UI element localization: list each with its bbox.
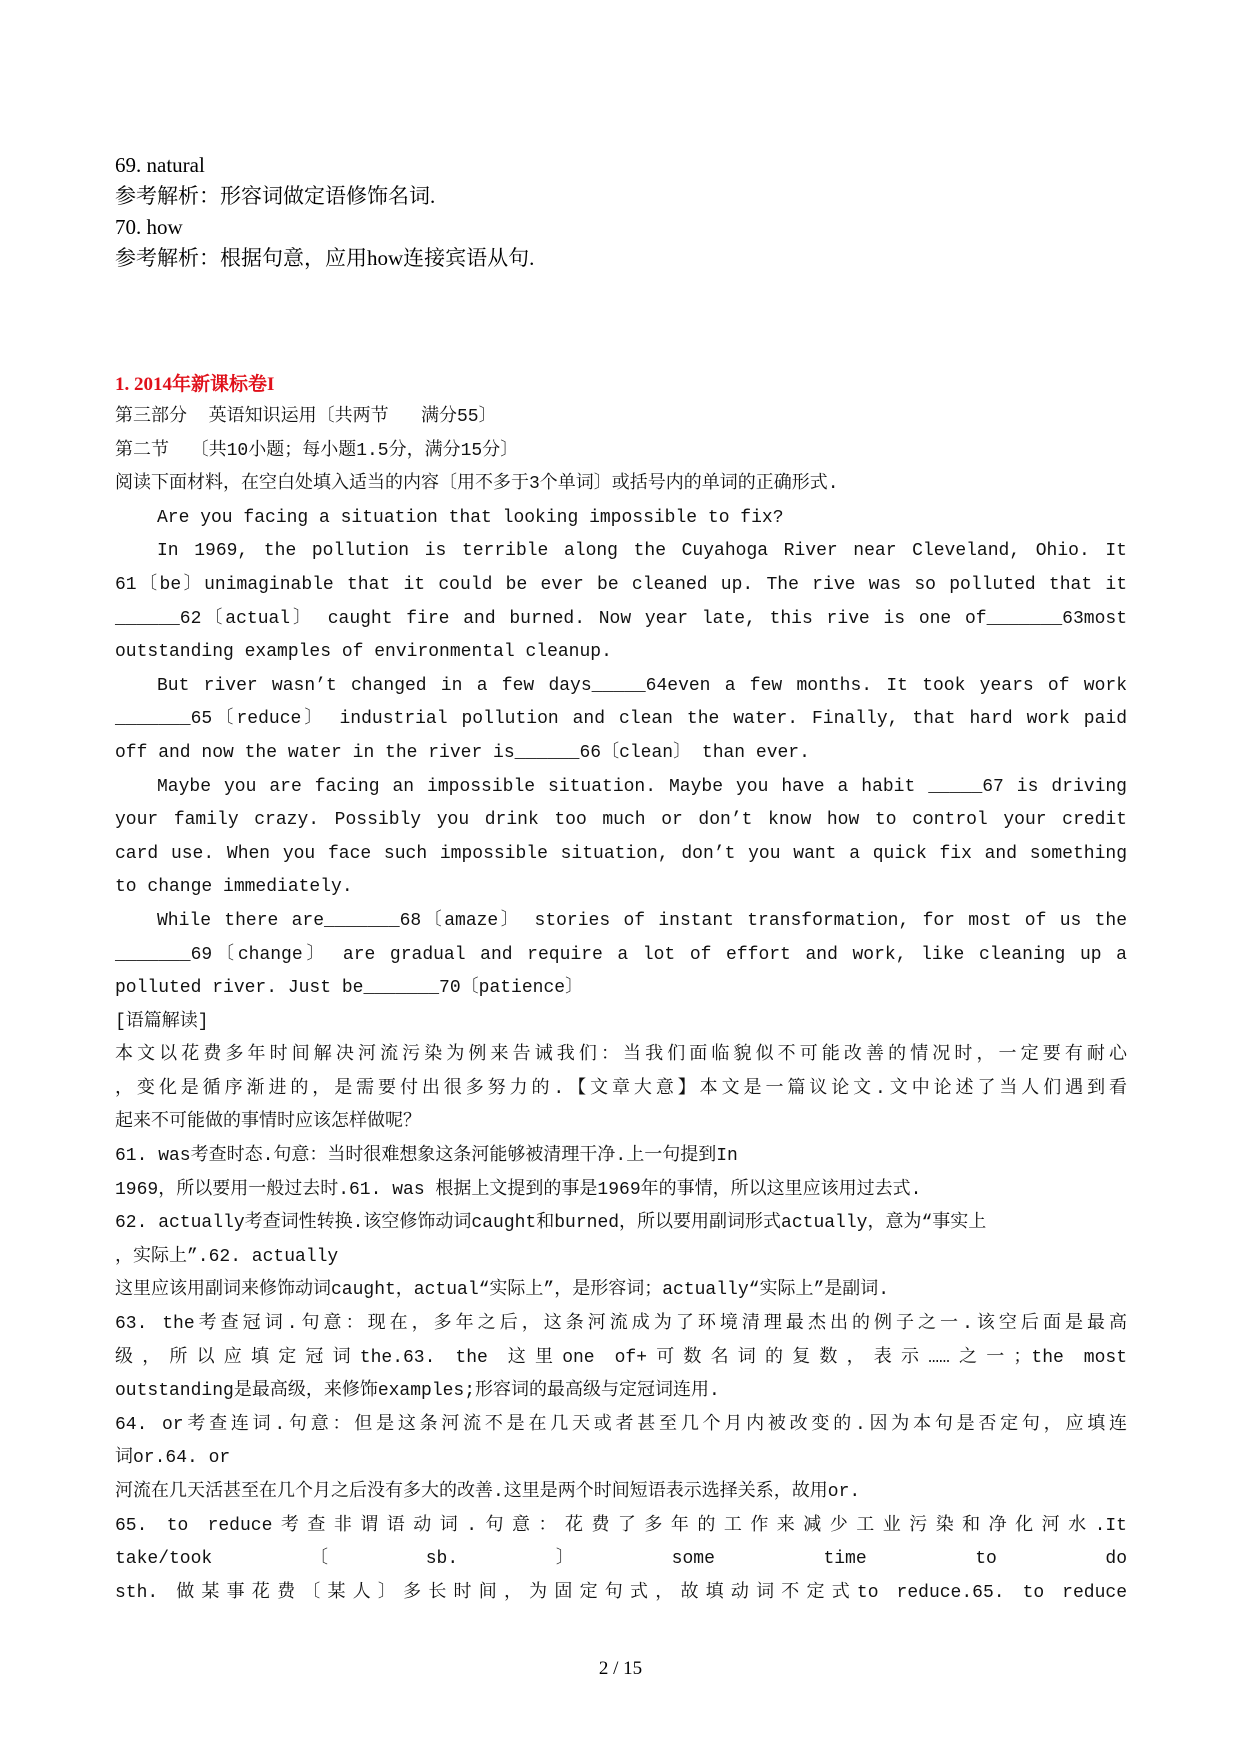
passage-line: 61〔be〕unimaginable that it could be ever be cleaned up. The rive was so polluted that it [115, 574, 1127, 595]
answer-70-explanation: 参考解析：根据句意，应用how连接宾语从句. [115, 246, 535, 270]
page-content [115, 150, 1127, 1610]
explanation-line: 63. the考查冠词.句意：现在，多年之后，这条河流成为了环境清理最杰出的例子之一.该空后面是最高 [115, 1314, 1127, 1335]
explanation-line: 65. to reduce考查非谓语动词.句意：花费了多年的工作来减少工业污染和净化河水.It [115, 1515, 1127, 1536]
answer-69: 69. natural [115, 153, 205, 177]
passage-line: off and now the water in the river is______66〔clean〕 than ever. [115, 742, 810, 763]
passage-line: _______65〔reduce〕 industrial pollution and clean the water. Finally, that hard work paid [115, 709, 1127, 730]
part-heading: 第三部分 英语知识运用〔共两节 满分55〕 [115, 407, 497, 427]
passage-line: your family crazy. Possibly you drink too much or don’t know how to control your credit [115, 810, 1127, 831]
passage-line: ______62〔actual〕 caught fire and burned. Now year late, this rive is one of_______63most [115, 608, 1127, 629]
answer-69-explanation: 参考解析：形容词做定语修饰名词. [115, 184, 436, 208]
explanation-line: 这里应该用副词来修饰动词caught，actual“实际上”，是形容词；actually“实际上”是副词. [115, 1280, 890, 1301]
explanation-line: sth. 做某事花费〔某人〕多长时间，为固定句式，故填动词不定式to reduce.65. to reduce [115, 1582, 1127, 1603]
explanation-line: 62. actually考查词性转换.该空修饰动词caught和burned，所以要用副词形式actually，意为“事实上 [115, 1213, 987, 1234]
page-number: 2 / 15 [598, 1658, 643, 1679]
explanation-line: 河流在几天活甚至在几个月之后没有多大的改善.这里是两个时间短语表示选择关系，故用or. [115, 1482, 861, 1502]
passage-line: In 1969, the pollution is terrible along the Cuyahoga River near Cleveland, Ohio. It [157, 541, 1127, 562]
passage-line: polluted river. Just be_______70〔patience〕 [115, 978, 584, 999]
passage-line: While there are_______68〔amaze〕 stories of instant transformation, for most of us the [157, 910, 1127, 931]
explanation-line: ，实际上”.62. actually [115, 1246, 339, 1267]
passage-line: Maybe you are facing an impossible situation. Maybe you have a habit _____67 is driving [157, 776, 1127, 797]
subsection-heading: 第二节 〔共10小题；每小题1.5分，满分15分〕 [115, 440, 519, 461]
passage-line: _______69〔change〕 are gradual and require a lot of effort and work, like cleaning up a [115, 944, 1127, 965]
explanation-line: 1969，所以要用一般过去时.61. was 根据上文提到的事是1969年的事情，所以这里应该用过去式. [115, 1179, 922, 1200]
explanation-line: 61. was考查时态.句意：当时很难想象这条河能够被清理干净.上一句提到In [115, 1146, 738, 1167]
explanation-line: 64. or考查连词.句意：但是这条河流不是在几天或者甚至几个月内被改变的.因为本句是否定句，应填连 [115, 1414, 1127, 1435]
cloze-passage [115, 502, 1127, 1006]
passage-line: to change immediately. [115, 877, 353, 898]
explanation-line: 级，所以应填定冠词the.63. the 这里one of+可数名词的复数，表示……之一；the most [115, 1347, 1127, 1368]
explanation-line: 词or.64. or [115, 1448, 231, 1469]
passage-line: card use. When you face such impossible situation, don’t you want a quick fix and something [115, 843, 1127, 864]
explanation-line: ，变化是循序渐进的，是需要付出很多努力的.【文章大意】本文是一篇议论文.文中论述了当人们遇到看 [115, 1078, 1127, 1099]
previous-answers [115, 150, 1127, 274]
passage-line: But river wasn’t changed in a few days_____64even a few months. It took years of work [157, 675, 1127, 696]
section-title: 1. 2014年新课标卷I [115, 374, 275, 395]
explanation-line: 本文以花费多年时间解决河流污染为例来告诫我们：当我们面临貌似不可能改善的情况时，一定要有耐心 [115, 1045, 1127, 1066]
explanation-line: outstanding是最高级，来修饰examples;形容词的最高级与定冠词连用. [115, 1381, 720, 1402]
passage-line: outstanding examples of environmental cleanup. [115, 642, 612, 663]
passage-line: Are you facing a situation that looking impossible to fix? [157, 507, 784, 528]
explanation-line: take/took〔sb.〕some time to do [115, 1549, 1127, 1570]
section-header [115, 401, 1127, 502]
answer-explanation [115, 1006, 1127, 1611]
answer-70: 70. how [115, 215, 183, 239]
explanation-line: [语篇解读] [115, 1011, 209, 1032]
instruction-line: 阅读下面材料，在空白处填入适当的内容〔用不多于3个单词〕或括号内的单词的正确形式. [115, 474, 839, 495]
explanation-line: 起来不可能做的事情时应该怎样做呢？ [115, 1112, 421, 1133]
